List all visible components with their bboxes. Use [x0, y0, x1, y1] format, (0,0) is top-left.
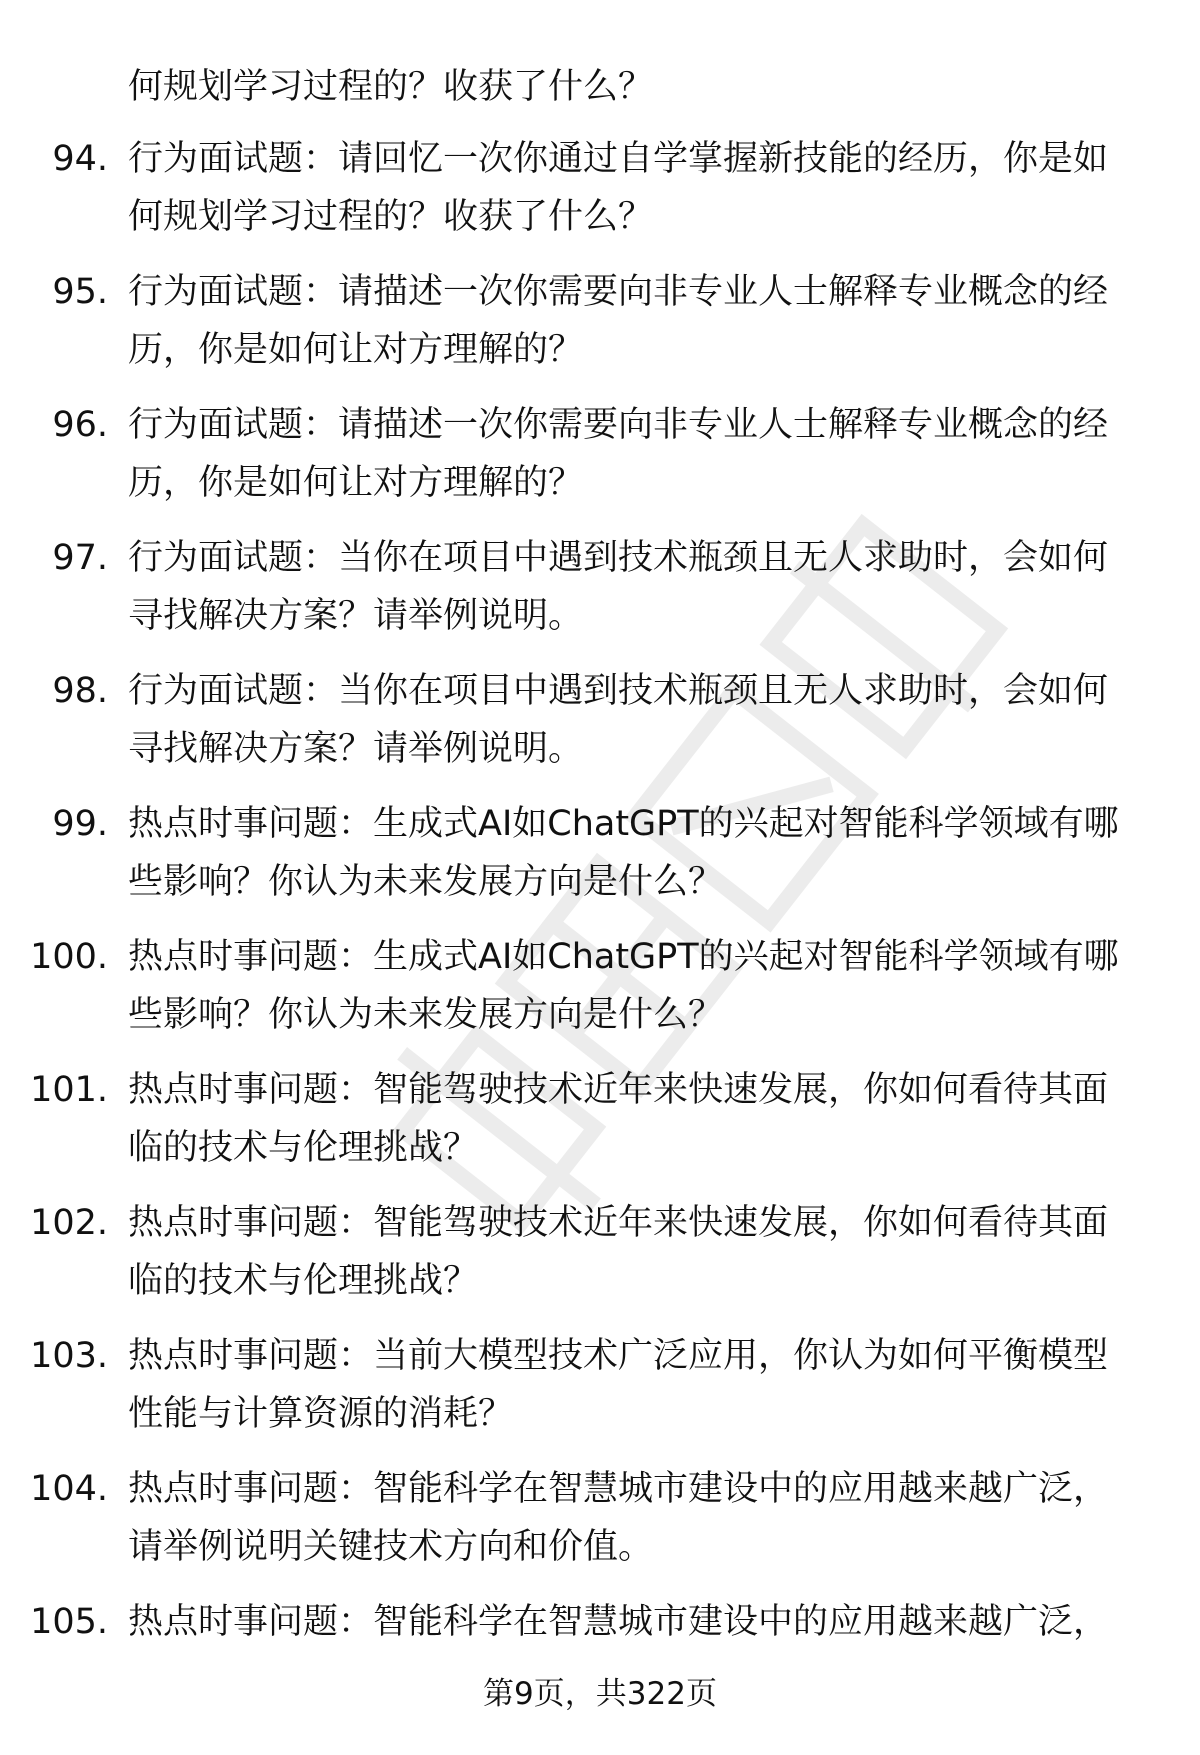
question-number: 104.	[30, 1469, 108, 1509]
list-item	[0, 529, 1200, 662]
question-line: 临的技术与伦理挑战？	[128, 1128, 479, 1168]
list-item	[0, 130, 1200, 263]
question-number: 95.	[52, 272, 108, 312]
question-list	[0, 58, 1200, 1665]
question-text	[128, 1460, 1158, 1576]
question-text	[128, 396, 1158, 512]
list-item	[0, 662, 1200, 795]
question-text	[128, 928, 1158, 1044]
list-item	[0, 1460, 1200, 1593]
question-line: 行为面试题：请描述一次你需要向非专业人士解释专业概念的经	[128, 405, 1109, 445]
question-text	[128, 263, 1158, 379]
list-item	[0, 1593, 1200, 1665]
question-text	[128, 130, 1158, 246]
question-number: 97.	[52, 538, 108, 578]
question-line: 热点时事问题：生成式AI如ChatGPT的兴起对智能科学领域有哪	[128, 937, 1119, 977]
question-line: 历，你是如何让对方理解的？	[128, 463, 584, 503]
list-item	[0, 1061, 1200, 1194]
question-number: 102.	[30, 1203, 108, 1243]
question-text	[128, 1593, 1158, 1651]
question-text	[128, 529, 1158, 645]
question-number: 98.	[52, 671, 108, 711]
list-item	[0, 928, 1200, 1061]
question-number: 100.	[30, 937, 108, 977]
question-number: 94.	[52, 139, 108, 179]
list-item	[0, 1327, 1200, 1460]
list-item	[0, 795, 1200, 928]
question-line: 热点时事问题：智能驾驶技术近年来快速发展，你如何看待其面	[128, 1203, 1109, 1243]
list-item-continuation	[0, 58, 1200, 130]
question-text	[128, 1194, 1158, 1310]
page-footer: 第9页，共322页	[483, 1676, 717, 1712]
question-number: 101.	[30, 1070, 108, 1110]
question-text	[128, 1327, 1158, 1443]
question-line: 寻找解决方案？请举例说明。	[128, 729, 584, 769]
question-number: 99.	[52, 804, 108, 844]
question-text	[128, 662, 1158, 778]
question-line: 行为面试题：请回忆一次你通过自学掌握新技能的经历，你是如	[128, 139, 1109, 179]
question-line: 行为面试题：当你在项目中遇到技术瓶颈且无人求助时，会如何	[128, 538, 1109, 578]
question-text	[128, 1061, 1158, 1177]
question-line: 热点时事问题：生成式AI如ChatGPT的兴起对智能科学领域有哪	[128, 804, 1119, 844]
question-line: 临的技术与伦理挑战？	[128, 1261, 479, 1301]
list-item	[0, 263, 1200, 396]
question-number: 96.	[52, 405, 108, 445]
question-line: 些影响？你认为未来发展方向是什么？	[128, 995, 724, 1035]
question-line: 行为面试题：当你在项目中遇到技术瓶颈且无人求助时，会如何	[128, 671, 1109, 711]
list-item	[0, 1194, 1200, 1327]
question-line: 热点时事问题：当前大模型技术广泛应用，你认为如何平衡模型	[128, 1336, 1109, 1376]
question-line: 历，你是如何让对方理解的？	[128, 330, 584, 370]
question-line: 热点时事问题：智能科学在智慧城市建设中的应用越来越广泛，	[128, 1469, 1109, 1509]
question-text	[128, 795, 1158, 911]
question-line: 热点时事问题：智能科学在智慧城市建设中的应用越来越广泛，	[128, 1602, 1109, 1642]
question-line: 些影响？你认为未来发展方向是什么？	[128, 862, 724, 902]
question-number: 105.	[30, 1602, 108, 1642]
question-line: 热点时事问题：智能驾驶技术近年来快速发展，你如何看待其面	[128, 1070, 1109, 1110]
question-line: 请举例说明关键技术方向和价值。	[128, 1527, 654, 1567]
list-item	[0, 396, 1200, 529]
question-text: 何规划学习过程的？收获了什么？	[128, 67, 654, 107]
question-number: 103.	[30, 1336, 108, 1376]
question-line: 行为面试题：请描述一次你需要向非专业人士解释专业概念的经	[128, 272, 1109, 312]
question-line: 何规划学习过程的？收获了什么？	[128, 197, 654, 237]
question-line: 寻找解决方案？请举例说明。	[128, 596, 584, 636]
question-line: 性能与计算资源的消耗？	[128, 1394, 514, 1434]
